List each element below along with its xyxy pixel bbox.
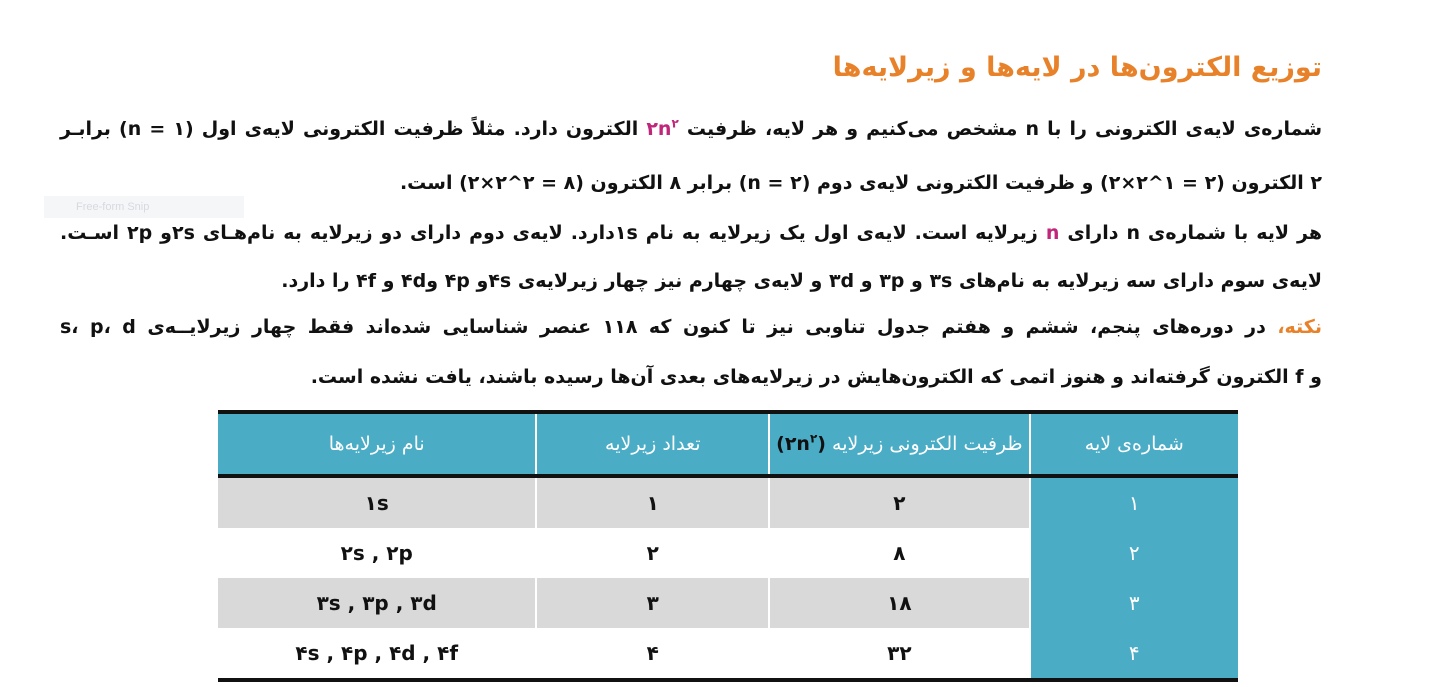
note-line-2: و f الکترون گرفته‌اند و هنوز اتمی که الکترون‌هایش در زیرلایه‌های بعدی آن‌ها رسیده باشند، یافت نشده است. [310,366,1322,388]
paragraph-line-3 [60,218,1322,248]
header-sublayer-count: تعداد زیرلایه [536,412,769,476]
cell-capacity: ۸ [769,528,1029,578]
cell-capacity: ۱۸ [769,578,1029,628]
paragraph-line-2: ۲ الکترون (۲ = ۱^۲×۲) و ظرفیت الکترونی لایه‌ی دوم (n = ۲) برابر ۸ الکترون (۸ = ۲^۲×۲) است. [399,172,1322,194]
sublayer-table [218,410,1238,682]
note-text-1: در دوره‌های پنجم، ششم و هفتم جدول تناوبی نیز تا کنون که ۱۱۸ عنصر شناسایی شده‌اند فقط چهار زیرلایــه‌ی s، p، d [60,316,1266,338]
cell-count: ۱ [536,476,769,528]
cell-capacity: ۳۲ [769,628,1029,680]
table-row [218,578,1238,628]
free-form-snip-overlay: Free-form Snip [44,196,244,218]
table-row [218,628,1238,680]
cell-layer: ۳ [1030,578,1238,628]
cell-names: ۴s , ۴p , ۴d , ۴f [218,628,536,680]
paragraph-line-4: لایه‌ی سوم دارای سه زیرلایه به نام‌های ۳s و ۳p و ۳d و لایه‌ی چهارم نیز چهار زیرلایه‌ی ۴sو ۴p و۴d و ۴f را دارد. [281,270,1322,292]
cell-count: ۴ [536,628,769,680]
header-layer-number: شماره‌ی لایه [1030,412,1238,476]
formula-2n2: $۲n^۲$ [646,116,679,140]
table-row [218,476,1238,528]
line3-text-a: هر لایه با شماره‌ی n دارای [1067,222,1322,244]
line1-text-a: شماره‌ی لایه‌ی الکترونی را با n مشخص می‌کنیم و هر لایه، ظرفیت [686,118,1322,140]
note-line-1 [60,312,1322,342]
cell-names: ۱s [218,476,536,528]
cell-names: ۳s , ۳p , ۳d [218,578,536,628]
table-header-row [218,412,1238,476]
line3-text-b: زیرلایه است. لایه‌ی اول یک زیرلایه به نام ۱sدارد. لایه‌ی دوم دارای دو زیرلایه به نام‌هـای ۲sو ۲p اسـت. [60,222,1038,244]
cell-capacity: ۲ [769,476,1029,528]
paragraph-line-1 [60,114,1322,144]
cell-count: ۲ [536,528,769,578]
cell-layer: ۲ [1030,528,1238,578]
cell-names: ۲s , ۲p [218,528,536,578]
section-title: توزیع الکترون‌ها در لایه‌ها و زیرلایه‌ها [832,52,1322,83]
table-row [218,528,1238,578]
cell-layer: ۱ [1030,476,1238,528]
header-sublayer-names: نام زیرلایه‌ها [218,412,536,476]
cell-layer: ۴ [1030,628,1238,680]
cell-count: ۳ [536,578,769,628]
line1-text-b: الکترون دارد. مثلاً ظرفیت الکترونی لایه‌ی اول (n = ۱) برابـر [60,118,639,140]
note-label: نکته، [1277,316,1322,338]
n-highlight: n [1045,222,1060,244]
header-capacity: ظرفیت الکترونی زیرلایه $(۲n^۲)$ [769,412,1029,476]
